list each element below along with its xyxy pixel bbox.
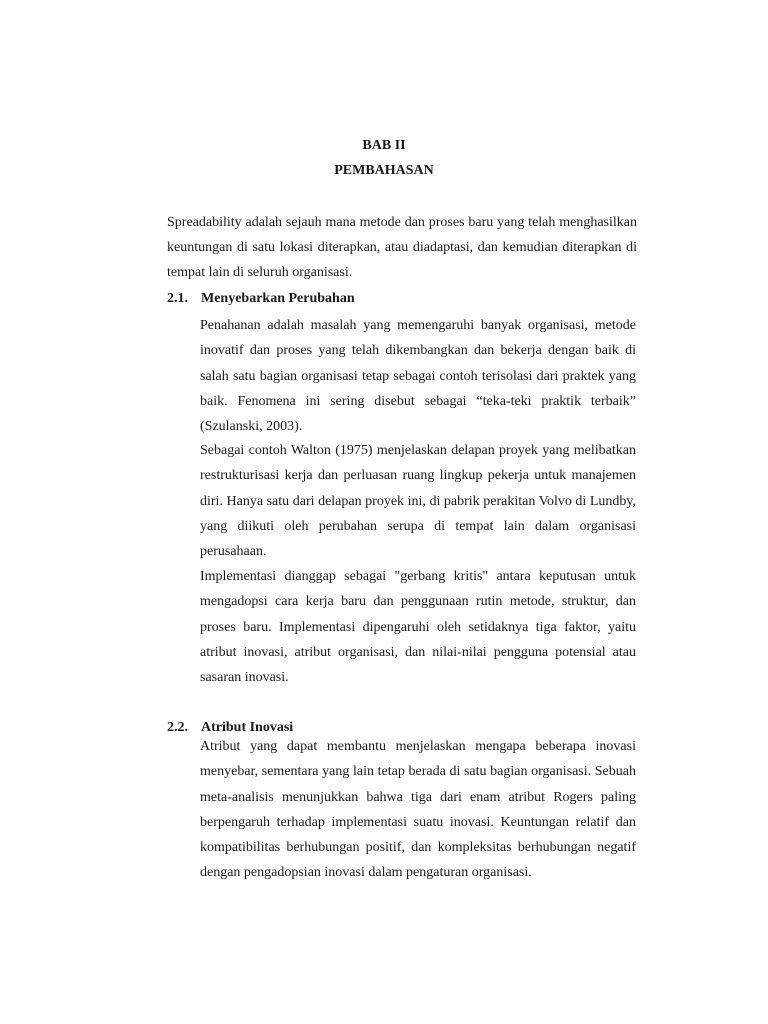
section-heading-2-1 (167, 291, 355, 307)
paragraph-atribut: Atribut yang dapat membantu menjelaskan mengapa beberapa inovasi menyebar, sementara yang lain tetap berada di satu bagian organisasi. Sebuah meta-analisis menunjukkan bahwa tiga dari enam atribut Rogers paling berpengaruh terhadap implementasi suatu inovasi. Keuntungan relatif dan kompatibilitas berhubungan positif, dan kompleksitas berhubungan negatif dengan pengadopsian inovasi dalam pengaturan organisasi. (200, 739, 636, 881)
intro-paragraph: Spreadability adalah sejauh mana metode dan proses baru yang telah menghasilkan keuntungan di satu lokasi diterapkan, atau diadaptasi, dan kemudian diterapkan di tempat lain di seluruh organisasi. (167, 215, 637, 280)
paragraph-walton: Sebagai contoh Walton (1975) menjelaskan delapan proyek yang melibatkan restrukturisasi kerja dan perluasan ruang lingkup pekerja untuk manajemen diri. Hanya satu dari delapan proyek ini, di pabrik perakitan Volvo di Lundby, yang diikuti oleh perubahan serupa di tempat lain dalam organisasi perusahaan. (200, 443, 636, 560)
section-number: 2.2. (167, 720, 188, 735)
section-title: Menyebarkan Perubahan (201, 291, 355, 306)
section-number: 2.1. (167, 291, 188, 306)
chapter-title: PEMBAHASAN (334, 163, 434, 178)
section-title: Atribut Inovasi (201, 720, 294, 735)
chapter-number: BAB II (362, 138, 406, 153)
paragraph-penahanan: Penahanan adalah masalah yang memengaruhi banyak organisasi, metode inovatif dan proses yang telah dikembangkan dan bekerja dengan baik di salah satu bagian organisasi tetap sebagai contoh terisolasi dari praktek yang baik. Fenomena ini sering disebut sebagai “teka-teki praktik terbaik” (Szulanski, 2003). (200, 318, 636, 435)
paragraph-implementasi: Implementasi dianggap sebagai "gerbang kritis" antara keputusan untuk mengadopsi cara kerja baru dan penggunaan rutin metode, struktur, dan proses baru. Implementasi dipengaruhi oleh setidaknya tiga faktor, yaitu atribut inovasi, atribut organisasi, dan nilai-nilai pengguna potensial atau sasaran inovasi. (200, 569, 636, 686)
